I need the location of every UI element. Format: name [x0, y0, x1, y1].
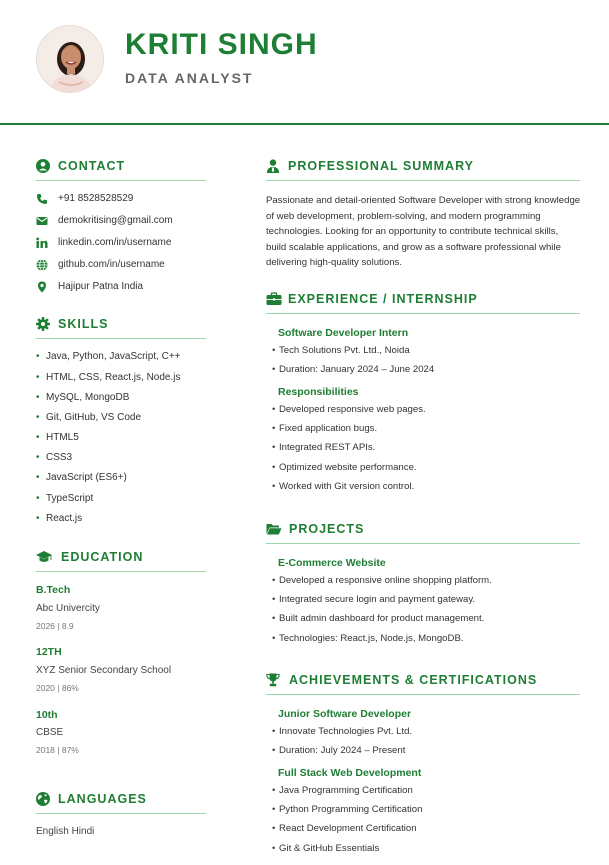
- projects-section-header: [266, 520, 580, 544]
- education-school: Abc Univercity: [36, 603, 100, 614]
- achievements-section-header: [266, 671, 580, 695]
- education-meta: 2018 | 87%: [36, 745, 79, 755]
- trophy-icon: [266, 673, 280, 687]
- experience-title: EXPERIENCE / INTERNSHIP: [288, 292, 478, 306]
- profile-photo: [36, 25, 104, 93]
- contact-title: CONTACT: [58, 159, 126, 173]
- experience-section-header: [266, 290, 580, 314]
- education-degree: B.Tech: [36, 584, 71, 596]
- education-school: XYZ Senior Secondary School: [36, 665, 172, 676]
- education-title: EDUCATION: [61, 550, 144, 564]
- contact-linkedin-text[interactable]: linkedin.com/in/username: [58, 237, 172, 248]
- contact-email-text[interactable]: demokritising@gmail.com: [58, 215, 173, 226]
- candidate-name: KRITI SINGH: [125, 28, 318, 61]
- globe-icon: [36, 792, 50, 806]
- education-meta: 2020 | 86%: [36, 683, 79, 693]
- contact-location-text: Hajipur Patna India: [58, 281, 144, 292]
- summary-paragraph: Passionate and detail-oriented Software Developer with strong knowledge of web development, problem-solving, and modern programming technologies. Looking for an opportunity to contribute technical skills, build scalable applications, and grow as a software professional while delivering high-quality solutions.: [266, 195, 581, 268]
- contact-phone-text[interactable]: +91 8528528529: [58, 193, 134, 204]
- phone-icon: [36, 193, 48, 205]
- contact-section-header: [36, 157, 206, 181]
- job-title: Software Developer Intern: [278, 327, 409, 339]
- user-circle-icon: [36, 159, 50, 173]
- project-title: E-Commerce Website: [278, 557, 386, 569]
- resume-header: [0, 0, 609, 125]
- gear-icon: [36, 317, 50, 331]
- languages-text: English Hindi: [36, 826, 95, 837]
- achievements-title: ACHIEVEMENTS & CERTIFICATIONS: [289, 673, 538, 687]
- folder-open-icon: [266, 522, 282, 536]
- skills-section-header: [36, 315, 206, 339]
- summary-section-header: [266, 157, 580, 181]
- certification-title: Full Stack Web Development: [278, 767, 422, 779]
- projects-title: PROJECTS: [289, 522, 365, 536]
- education-degree: 10th: [36, 709, 58, 721]
- languages-section-header: [36, 790, 206, 814]
- achievement-title: Junior Software Developer: [278, 708, 412, 720]
- graduation-cap-icon: [36, 550, 52, 564]
- map-pin-icon: [36, 281, 48, 293]
- envelope-icon: [36, 215, 48, 227]
- user-tie-icon: [266, 159, 280, 173]
- linkedin-icon: [36, 237, 48, 249]
- candidate-role: DATA ANALYST: [125, 70, 254, 86]
- languages-title: LANGUAGES: [58, 792, 147, 806]
- summary-title: PROFESSIONAL SUMMARY: [288, 159, 474, 173]
- education-school: CBSE: [36, 727, 64, 738]
- education-section-header: [36, 548, 206, 572]
- responsibilities-title: Responsibilities: [278, 386, 359, 398]
- education-degree: 12TH: [36, 646, 62, 658]
- education-meta: 2026 | 8.9: [36, 621, 74, 631]
- contact-github-text[interactable]: github.com/in/username: [58, 259, 165, 270]
- briefcase-icon: [266, 292, 282, 306]
- globe-icon: [36, 259, 48, 271]
- skills-title: SKILLS: [58, 317, 109, 331]
